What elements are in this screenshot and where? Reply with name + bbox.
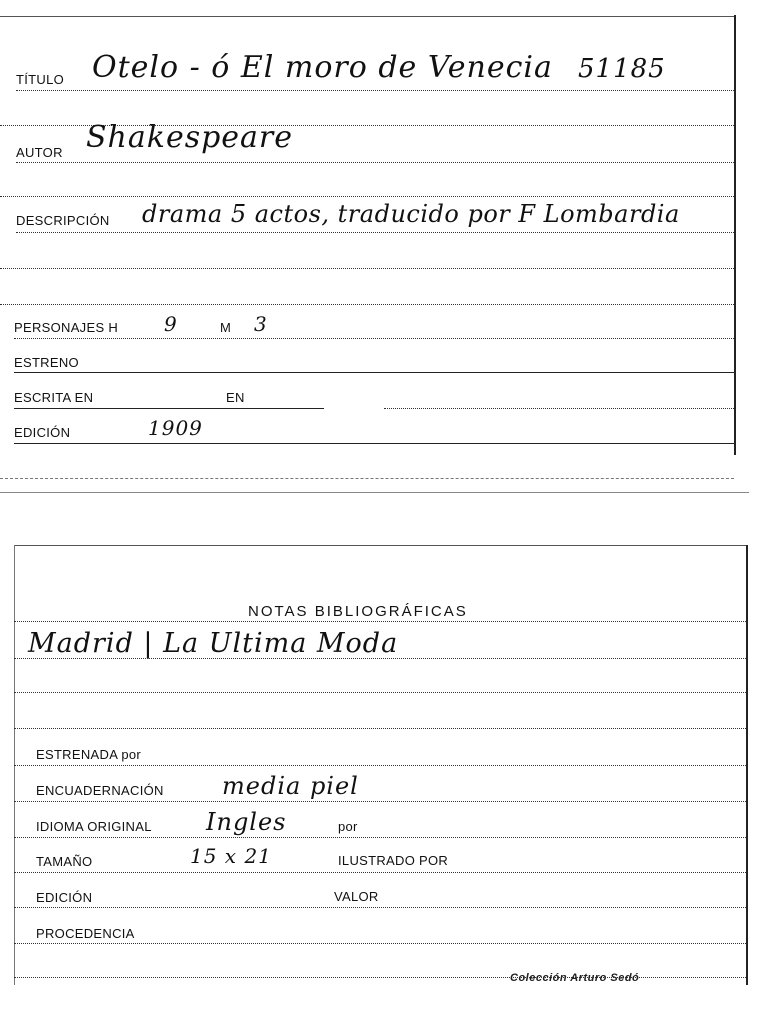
idioma-label: IDIOMA ORIGINAL (36, 819, 152, 834)
personajes-m-label: M (220, 320, 232, 335)
ruled-line (0, 304, 734, 305)
notas-value: Madrid | La Ultima Moda (28, 628, 399, 659)
idioma-value: Ingles (206, 808, 287, 836)
ruled-line (14, 692, 746, 693)
ruled-line (0, 268, 734, 269)
personajes-line (14, 338, 734, 339)
tamano-label: TAMAÑO (36, 854, 93, 869)
procedencia-line (14, 943, 746, 944)
tamano-value: 15 x 21 (190, 844, 272, 868)
descripcion-label: DESCRIPCIÓN (16, 213, 110, 228)
encuadernacion-line (14, 801, 746, 802)
tamano-line (14, 872, 746, 873)
idioma-por-label: por (338, 819, 358, 834)
descripcion-value: drama 5 actos, traducido por F Lombardia (142, 200, 680, 228)
card-top-border (0, 16, 734, 17)
edicion-label: EDICIÓN (36, 890, 93, 905)
personajes-m-value: 3 (254, 312, 268, 336)
personajes-h-value: 9 (164, 312, 178, 336)
card-bottom-edge (0, 492, 749, 493)
catalog-card-back (0, 540, 759, 1028)
edicion-line (14, 907, 746, 908)
escrita-label: ESCRITA EN (14, 390, 94, 405)
ruled-line (0, 478, 734, 479)
estreno-label: ESTRENO (14, 355, 79, 370)
autor-value: Shakespeare (86, 120, 294, 155)
valor-label: VALOR (334, 889, 379, 904)
autor-label: AUTOR (16, 145, 63, 160)
procedencia-label: PROCEDENCIA (36, 926, 135, 941)
descripcion-line (16, 232, 734, 233)
encuadernacion-label: ENCUADERNACIÓN (36, 783, 164, 798)
catalog-card-front (0, 0, 759, 495)
catalog-number: 51185 (578, 54, 666, 84)
estrenada-line (14, 765, 746, 766)
idioma-line (14, 837, 746, 838)
ruled-line (0, 196, 734, 197)
card-right-border (746, 545, 748, 985)
titulo-value: Otelo - ó El moro de Venecia (92, 50, 553, 85)
escrita-line-left (14, 408, 324, 409)
edicion-value: 1909 (148, 416, 203, 440)
card-top-border (14, 545, 746, 546)
edicion-line (14, 443, 734, 444)
estrenada-label: ESTRENADA por (36, 747, 142, 762)
heading-line (14, 621, 746, 622)
escrita-en-label: EN (226, 390, 245, 405)
collection-stamp: Colección Arturo Sedó (510, 972, 640, 984)
personajes-label: PERSONAJES H (14, 320, 119, 335)
titulo-line (16, 90, 734, 91)
ruled-line (14, 728, 746, 729)
estreno-line (14, 372, 734, 373)
autor-line (16, 162, 734, 163)
escrita-line-right (384, 408, 734, 409)
edicion-label: EDICIÓN (14, 425, 71, 440)
ilustrado-label: ILUSTRADO POR (338, 853, 449, 868)
encuadernacion-value: media piel (222, 772, 359, 800)
card-right-border (734, 15, 736, 455)
notas-heading: NOTAS BIBLIOGRÁFICAS (248, 603, 468, 620)
titulo-label: TÍTULO (16, 72, 65, 87)
notas-line (14, 658, 746, 659)
